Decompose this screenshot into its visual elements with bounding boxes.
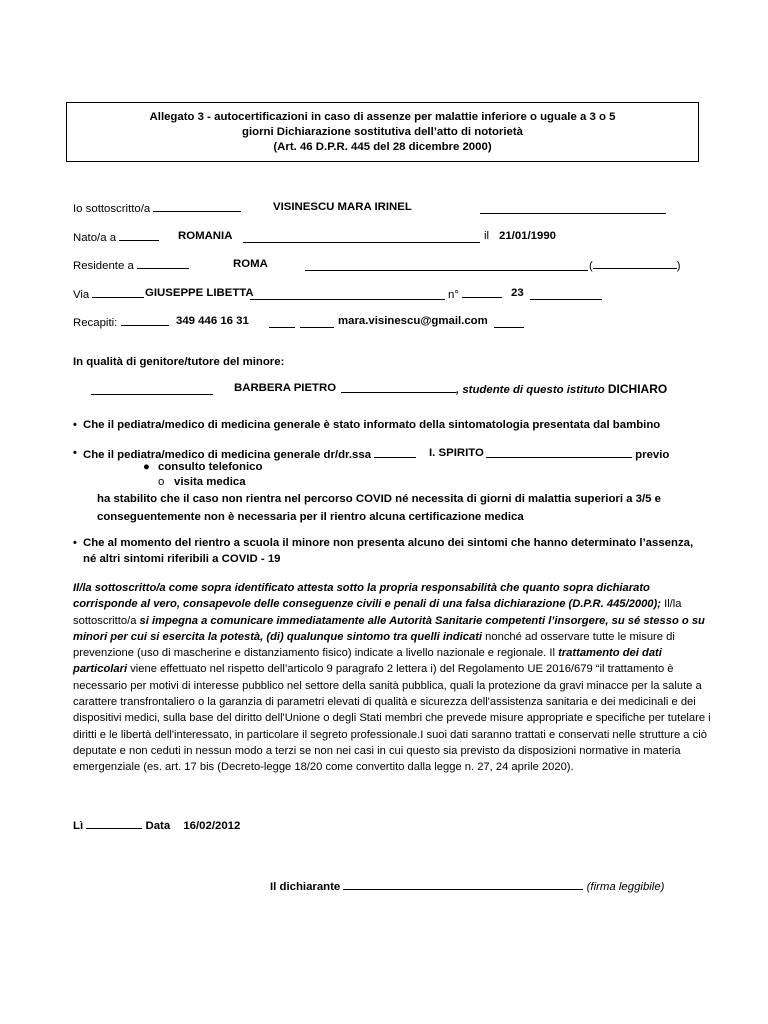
- signature-row: [270, 879, 664, 893]
- student-text: , studente di questo istituto: [456, 384, 605, 396]
- doctor-name: I. SPIRITO: [429, 447, 484, 459]
- sottoscritto-label: Io sottoscritto/a: [73, 203, 151, 215]
- il-label: il: [484, 230, 490, 242]
- declaration-1: Che il pediatra/medico di medicina generale è stato informato della sintomatologia presentata dal bambino: [83, 419, 661, 431]
- title-line-2: giorni Dichiarazione sostitutiva dell’atto di notorietà: [241, 126, 523, 138]
- paragraph-sentence-1: Il/la sottoscritto/a come sopra identificato attesta sotto la propria responsabilità che quanto sopra dichiarato corrisponde al vero, consapevole delle conseguenze civili e penali di una falsa dichiarazione (D.P.R. 445/2000);: [73, 582, 661, 611]
- bullet-2: •: [73, 447, 77, 459]
- option-2-label: visita medica: [174, 476, 246, 488]
- sottoscritto-trailing-blank[interactable]: [480, 203, 666, 214]
- recapiti-label: Recapiti:: [73, 317, 118, 329]
- nato-row: [73, 230, 159, 244]
- li-label: Lì: [73, 820, 84, 832]
- option-2-bullet[interactable]: o: [158, 476, 165, 488]
- paren-open: (: [589, 260, 593, 272]
- phone-value: 349 446 16 31: [176, 315, 249, 327]
- residente-row: [73, 258, 189, 272]
- declaration-2-row: [83, 447, 416, 461]
- data-label: Data: [145, 820, 171, 832]
- numero-blank[interactable]: [462, 287, 502, 298]
- nato-trailing-blank[interactable]: [243, 232, 480, 243]
- option-1-bullet: ●: [143, 461, 150, 473]
- residente-value: ROMA: [233, 258, 268, 270]
- residente-blank[interactable]: [137, 258, 189, 269]
- paragraph-sentence-5: trattamento dei dati particolari: [73, 647, 662, 676]
- declaration-3-line-1: Che al momento del rientro a scuola il minore non presenta alcuno dei sintomi che hanno determinato l’assenza,: [83, 537, 694, 549]
- signature-date: 16/02/2012: [183, 820, 241, 832]
- declaration-2-line-2: conseguentemente non è necessaria per il rientro alcuna certificazione medica: [97, 511, 524, 523]
- via-trailing-blank[interactable]: [250, 289, 445, 300]
- declaration-2-line-1: ha stabilito che il caso non rientra nel percorso COVID né necessita di giorni di malattia superiori a 3/5 e: [97, 493, 661, 505]
- declaration-2-prefix: Che il pediatra/medico di medicina generale dr/dr.ssa: [83, 449, 372, 461]
- paragraph-sentence-4: nonché ad osservare tutte le misure di prevenzione (uso di mascherine e distanziamento fisico) indicate a livello nazionale e regionale. Il: [73, 630, 675, 660]
- via-label: Via: [73, 289, 90, 301]
- email-post-blank[interactable]: [494, 317, 524, 328]
- sottoscritto-blank[interactable]: [153, 201, 241, 212]
- residente-trailing-blank[interactable]: [305, 260, 588, 271]
- recapiti-row: [73, 315, 169, 329]
- minor-label: In qualità di genitore/tutore del minore:: [73, 356, 285, 368]
- nato-value: ROMANIA: [178, 230, 233, 242]
- signature-line[interactable]: [343, 879, 583, 890]
- numero-value: 23: [511, 287, 524, 299]
- doctor-pre-blank[interactable]: [374, 447, 416, 458]
- title-line-1: Allegato 3 - autocertificazioni in caso di assenze per malattie inferiore o uguale a 3 o 5: [149, 111, 616, 123]
- via-row: [73, 287, 144, 301]
- place-blank[interactable]: [86, 818, 142, 829]
- recapiti-blank[interactable]: [121, 315, 169, 326]
- title-line-3: (Art. 46 D.P.R. 445 del 28 dicembre 2000): [273, 141, 492, 153]
- declaration-2-suffix-row: [486, 447, 669, 461]
- bullet-1: •: [73, 419, 77, 431]
- province-field: [589, 258, 681, 272]
- nato-blank[interactable]: [119, 230, 159, 241]
- dichiaro-heading: DICHIARO: [607, 382, 668, 396]
- paragraph-sentence-6: viene effettuato nel rispetto dell’articolo 9 paragrafo 2 lettera i) del Regolamento UE 2016/679 “il trattamento è necessario per motivi di interesse pubblico nel settore della sanità pubblica, quali la protezione da gravi minacce per la salute a carattere transfrontaliero o la garanzia di parametri elevati di qualità e sicurezza dell'assistenza sanitaria e dei medicinali e dei dispositivi medici, sulla base del diritto dell'Unione o degli Stati membri che prevede misure appropriate e specifiche per tutelare i diritti e le libertà dell'interessato, in particolare il segreto professionale.I suoi dati saranno trattati e conservati nelle strutture a ciò deputate e non ceduti in nessun modo a terzi se non nei casi in cui questo sia previsto da disposizioni normative in materia emergenziale (es. art. 17 bis (Decreto-legge 18/20 come convertito dalla legge n. 27, 24 aprile 2020).: [73, 663, 711, 774]
- minor-student-row: [341, 382, 667, 396]
- minor-post-blank[interactable]: [341, 382, 456, 393]
- place-date-row: [73, 818, 240, 832]
- sottoscritto-row: [73, 201, 241, 215]
- minor-name: BARBERA PIETRO: [234, 382, 337, 394]
- declaration-3-line-2: né altri sintomi riferibili a COVID - 19: [83, 553, 281, 565]
- birth-date: 21/01/1990: [499, 230, 557, 242]
- legal-paragraph: [73, 580, 713, 776]
- residente-label: Residente a: [73, 260, 134, 272]
- via-value: GIUSEPPE LIBETTA: [145, 287, 254, 299]
- email-value: mara.visinescu@gmail.com: [338, 315, 488, 327]
- nato-label: Nato/a a: [73, 232, 117, 244]
- phone-blank[interactable]: [269, 317, 295, 328]
- numero-label: n°: [448, 289, 459, 301]
- document-title-box: [66, 102, 699, 162]
- email-pre-blank[interactable]: [300, 317, 334, 328]
- paren-close: ): [676, 260, 681, 272]
- numero-row: [448, 287, 502, 301]
- declaration-2-suffix: previo: [635, 449, 670, 461]
- paragraph-sentence-3: si impegna a comunicare immediatamente alle Autorità Sanitarie competenti l’insorgere, su sé stesso o su minori per cui si esercita la potestà, (di) qualunque sintomo tra quelli indicati: [73, 614, 705, 643]
- firma-hint: (firma leggibile): [586, 881, 665, 893]
- doctor-post-blank[interactable]: [486, 447, 632, 458]
- dichiarante-label: Il dichiarante: [270, 881, 341, 893]
- province-blank[interactable]: [593, 258, 677, 269]
- option-1-label: consulto telefonico: [158, 461, 263, 473]
- bullet-3: •: [73, 537, 77, 549]
- minor-pre-blank[interactable]: [91, 384, 213, 395]
- via-blank[interactable]: [92, 287, 144, 298]
- paragraph-sentence-2: Il/la sottoscritto/a: [73, 598, 682, 627]
- numero-trailing-blank[interactable]: [530, 289, 602, 300]
- sottoscritto-value: VISINESCU MARA IRINEL: [273, 201, 412, 213]
